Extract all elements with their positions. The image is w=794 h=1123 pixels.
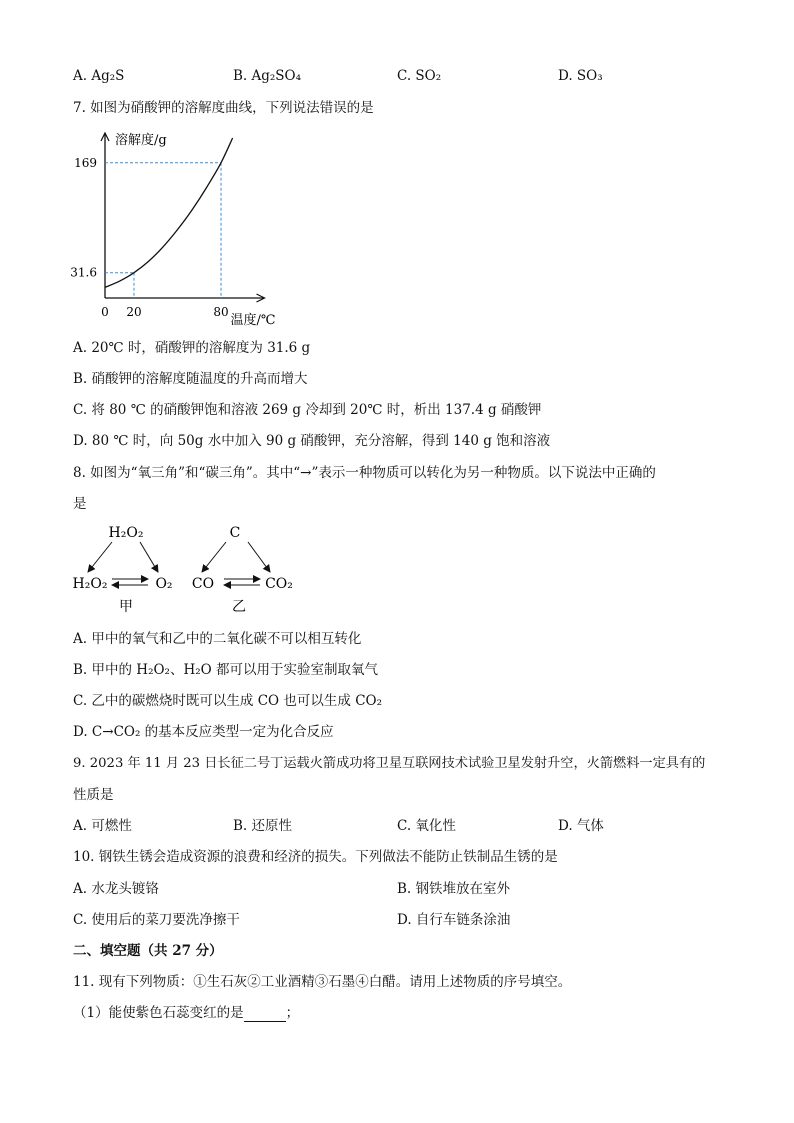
q6-option-a: A. Ag₂S — [73, 68, 125, 84]
q6-option-c: C. SO₂ — [397, 68, 442, 84]
q9-option-c: C. 氧化性 — [397, 818, 456, 834]
y-axis-label: 溶解度/g — [115, 133, 167, 148]
q8-option-c: C. 乙中的碳燃烧时既可以生成 CO 也可以生成 CO₂ — [73, 693, 383, 709]
yi-top-label: C — [229, 525, 241, 541]
jia-caption: 甲 — [119, 599, 133, 615]
q10-stem: 10. 钢铁生锈会造成资源的浪费和经济的损失。下列做法不能防止铁制品生锈的是 — [73, 849, 558, 865]
x-tick-label: 20 — [126, 305, 142, 319]
solubility-chart — [70, 118, 276, 336]
jia-left-label: H₂O₂ — [72, 576, 108, 592]
q11-sub1-prefix: （1）能使紫色石蕊变红的是 — [73, 1005, 244, 1021]
q6-option-d: D. SO₃ — [558, 68, 603, 84]
q7-option-b: B. 硝酸钾的溶解度随温度的升高而增大 — [73, 371, 308, 387]
q11-sub1-suffix: ； — [285, 1005, 300, 1021]
q8-stem-line2: 是 — [73, 496, 87, 512]
jia-left-arrow — [88, 542, 112, 572]
x-axis-label: 温度/℃ — [230, 313, 276, 328]
q11-sub1 — [73, 1004, 299, 1022]
q10-option-a: A. 水龙头镀铬 — [73, 881, 159, 897]
q9-stem-line1: 9. 2023 年 11 月 23 日长征二号丁运载火箭成功将卫星互联网技术试验卫星发射升空，火箭燃料一定具有的 — [73, 756, 706, 771]
jia-right-label: O₂ — [155, 576, 173, 592]
yi-right-label: CO₂ — [265, 576, 293, 592]
q8-option-d: D. C→CO₂ 的基本反应类型一定为化合反应 — [73, 724, 334, 740]
q10-option-c: C. 使用后的菜刀要洗净擦干 — [73, 912, 240, 928]
answer-blank[interactable] — [244, 1007, 286, 1022]
q9-stem-line2: 性质是 — [73, 787, 114, 803]
x-tick-label: 0 — [101, 305, 109, 319]
q9-option-b: B. 还原性 — [233, 818, 293, 834]
x-tick-label: 80 — [213, 305, 229, 319]
yi-caption: 乙 — [232, 599, 246, 615]
yi-left-label: CO — [191, 576, 215, 592]
yi-right-arrow — [248, 542, 270, 572]
q9-option-d: D. 气体 — [558, 818, 604, 834]
q9-option-a: A. 可燃性 — [73, 818, 132, 834]
q10-option-b: B. 钢铁堆放在室外 — [397, 881, 511, 897]
q10-option-d: D. 自行车链条涂油 — [397, 912, 511, 928]
q7-stem: 7. 如图为硝酸钾的溶解度曲线，下列说法错误的是 — [73, 100, 374, 116]
q8-stem-line1: 8. 如图为“氧三角”和“碳三角”。其中“→”表示一种物质可以转化为另一种物质。以下说法中正确的 — [73, 465, 656, 481]
q7-option-a: A. 20℃ 时，硝酸钾的溶解度为 31.6 g — [73, 340, 311, 356]
jia-top-label: H₂O₂ — [108, 525, 144, 541]
q8-option-a: A. 甲中的氧气和乙中的二氧化碳不可以相互转化 — [73, 631, 362, 647]
yi-left-arrow — [202, 542, 226, 572]
q8-option-b: B. 甲中的 H₂O₂、H₂O 都可以用于实验室制取氧气 — [73, 662, 379, 678]
solubility-curve — [105, 138, 233, 287]
q7-option-d: D. 80 ℃ 时，向 50g 水中加入 90 g 硝酸钾，充分溶解，得到 140 g 饱和溶液 — [73, 433, 551, 449]
q6-option-b: B. Ag₂SO₄ — [233, 68, 302, 84]
section-heading: 二、填空题（共 27 分） — [73, 943, 223, 959]
oxygen-carbon-triangles-diagram — [60, 515, 310, 620]
q7-option-c: C. 将 80 ℃ 的硝酸钾饱和溶液 269 g 冷却到 20℃ 时，析出 137.4 g 硝酸钾 — [73, 402, 542, 418]
y-tick-label: 169 — [74, 155, 97, 170]
y-tick-label: 31.6 — [70, 265, 97, 280]
jia-right-arrow — [140, 542, 158, 572]
q11-stem: 11. 现有下列物质：①生石灰②工业酒精③石墨④白醋。请用上述物质的序号填空。 — [73, 974, 572, 990]
